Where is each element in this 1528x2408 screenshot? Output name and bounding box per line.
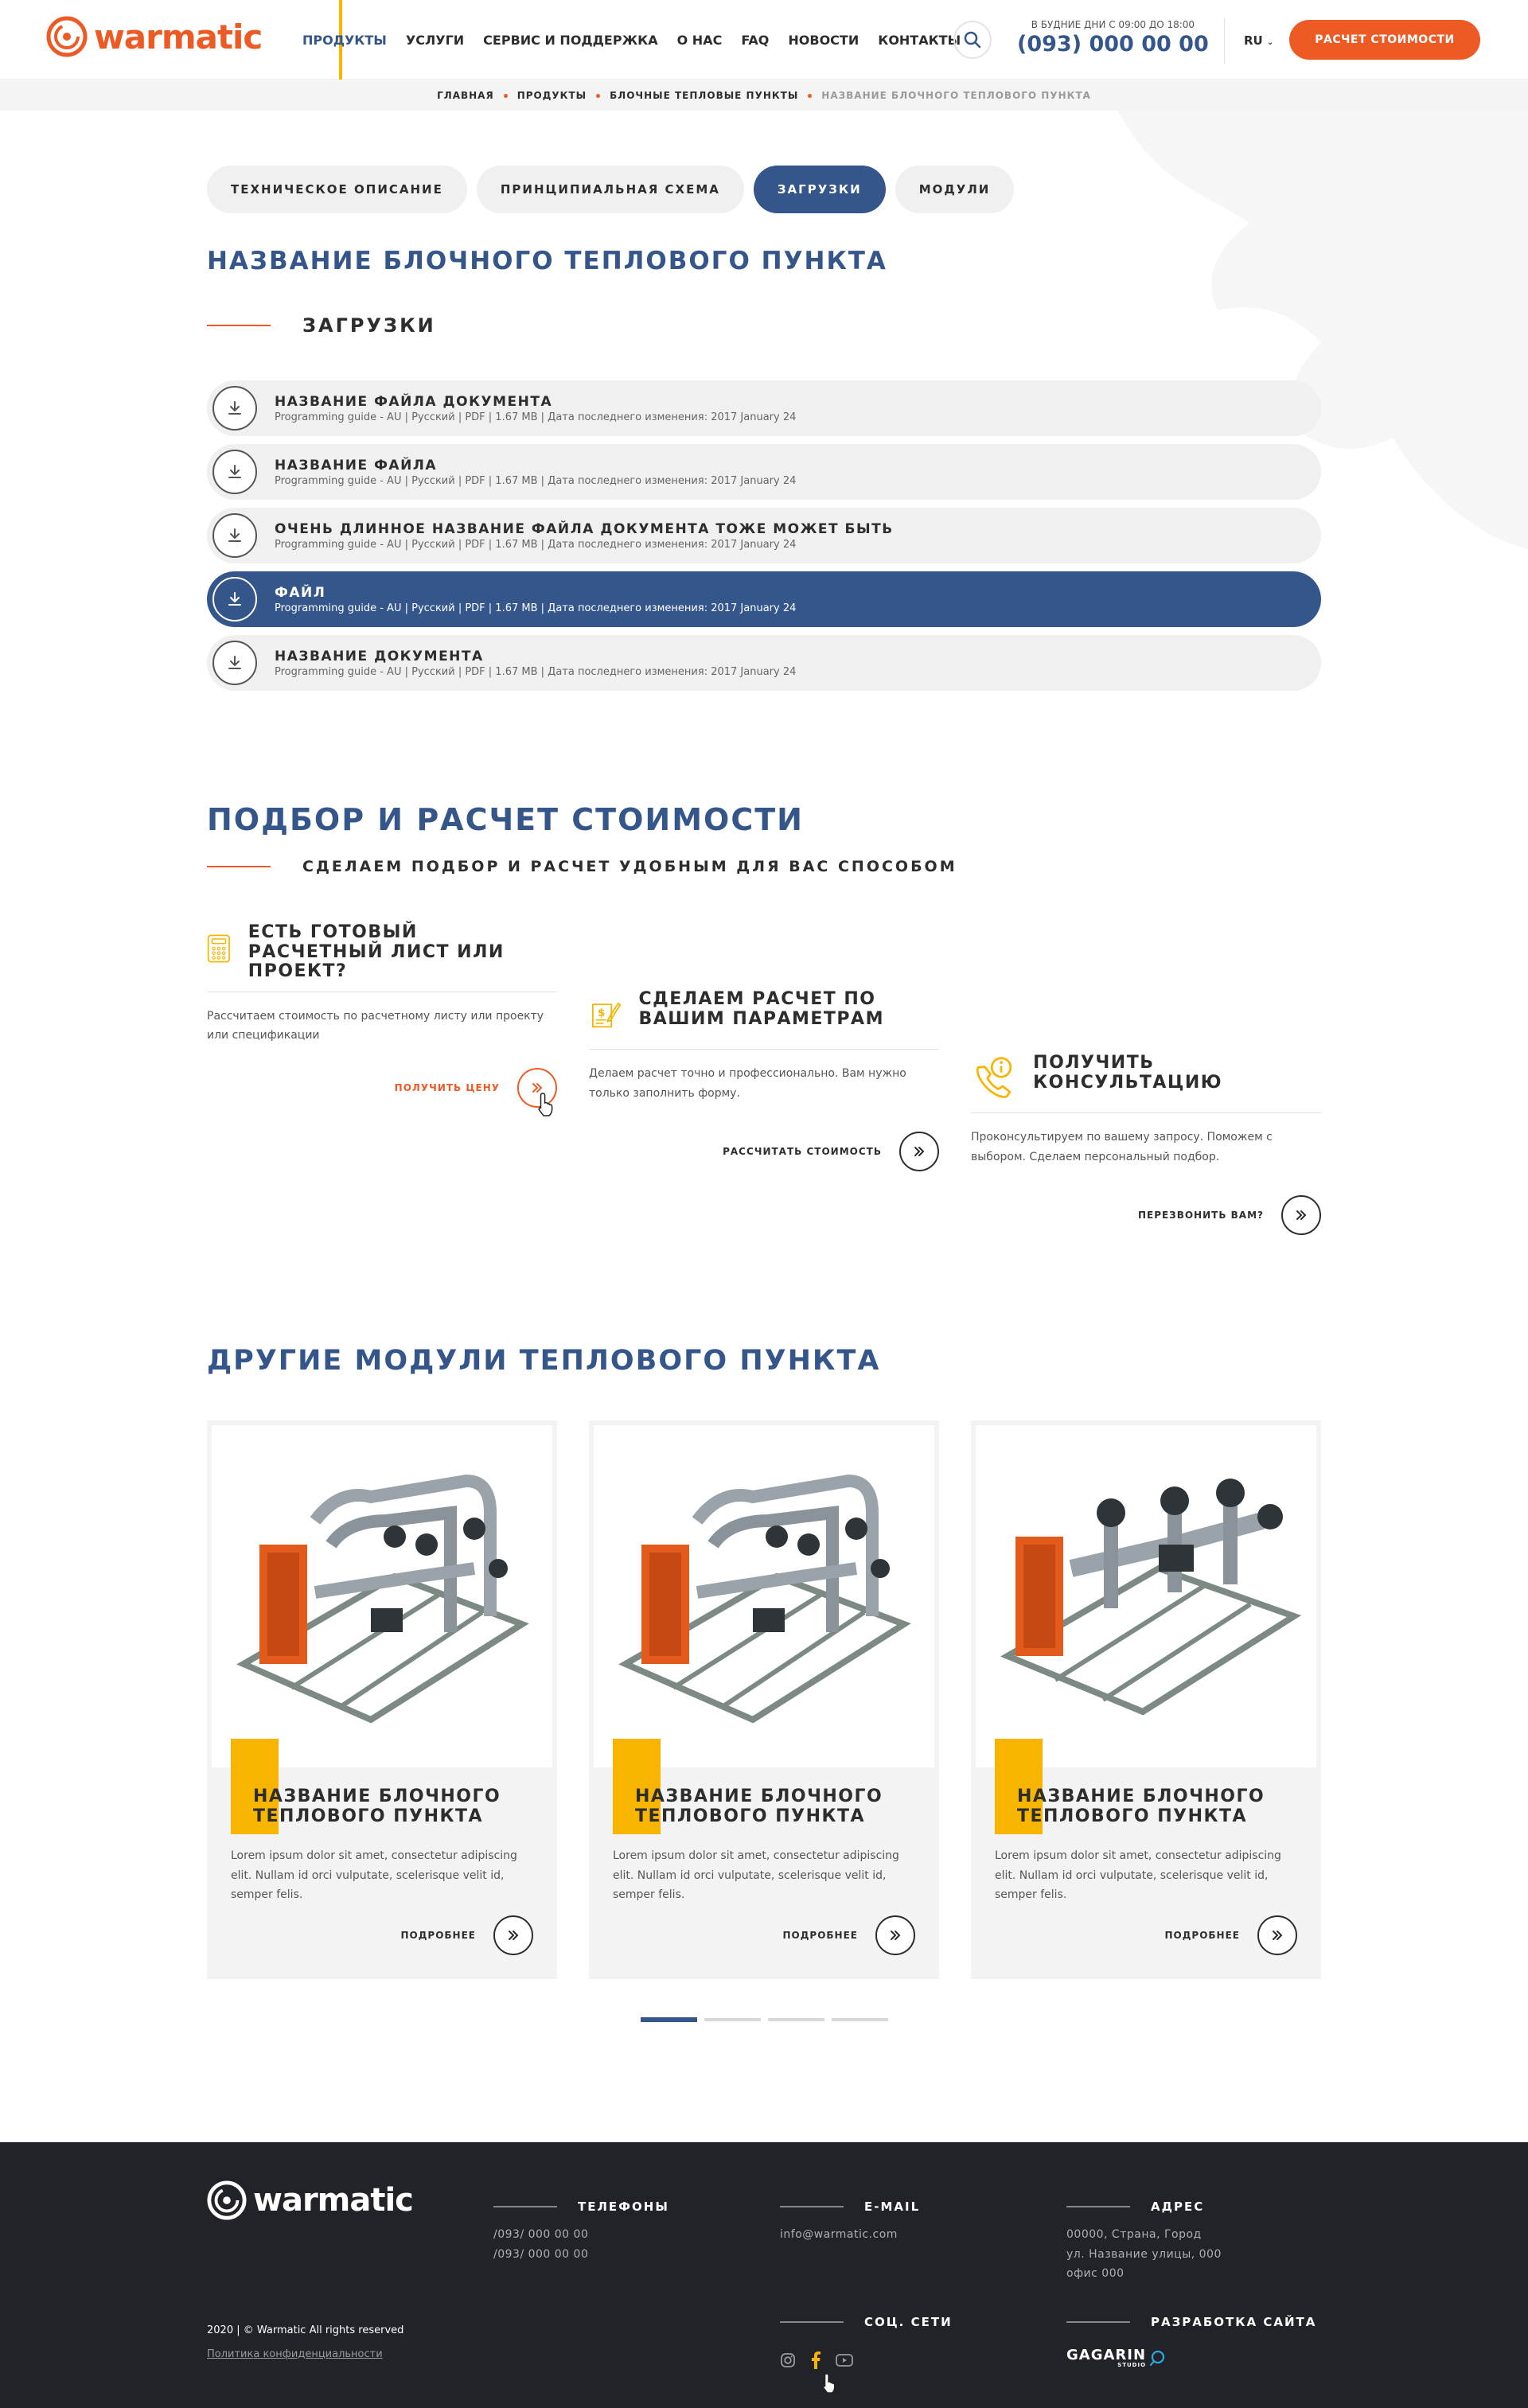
breadcrumb-separator (808, 94, 812, 98)
download-row[interactable] (207, 635, 1321, 691)
tab-downloads[interactable]: ЗАГРУЗКИ (754, 166, 886, 213)
callback-button[interactable] (1281, 1195, 1321, 1235)
heading-line (207, 866, 271, 867)
more-button[interactable] (493, 1915, 533, 1955)
download-row[interactable] (207, 380, 1321, 436)
privacy-link[interactable]: Политика конфиденциальности (207, 2348, 383, 2360)
phone-block (1017, 19, 1209, 56)
get-price-label: ПОЛУЧИТЬ ЦЕНУ (394, 1082, 500, 1093)
double-chevron-right-icon (888, 1928, 902, 1942)
pager-dot-active[interactable] (641, 2017, 697, 2022)
download-meta: Programming guide - AU | Русский | PDF | 1.67 MB | Дата последнего изменения: 2017 January 24 (275, 665, 797, 678)
heading-line (780, 2206, 844, 2207)
phones-title: ТЕЛЕФОНЫ (578, 2200, 669, 2214)
nav-item-faq[interactable]: FAQ (741, 32, 770, 48)
document-dollar-icon (589, 990, 621, 1039)
svg-text:$: $ (598, 1006, 606, 1019)
download-name: НАЗВАНИЕ ДОКУМЕНТА (275, 648, 484, 664)
pager-dot[interactable] (704, 2018, 761, 2021)
double-chevron-right-icon (1294, 1208, 1308, 1222)
tab-tech-description[interactable]: ТЕХНИЧЕСКОЕ ОПИСАНИЕ (207, 166, 467, 213)
address-line: 00000, Страна, Город (1066, 2228, 1202, 2241)
option-card-consult (971, 1053, 1321, 1221)
option-card-params (589, 989, 939, 1157)
option-title: ЕСТЬ ГОТОВЫЙ РАСЧЕТНЫЙ ЛИСТ ИЛИ ПРОЕКТ? (248, 922, 505, 982)
download-meta: Programming guide - AU | Русский | PDF | 1.67 MB | Дата последнего изменения: 2017 January 24 (275, 538, 797, 551)
downloads-heading (207, 314, 436, 337)
more-label: ПОДРОБНЕЕ (782, 1930, 858, 1941)
download-icon (212, 641, 257, 685)
footer-phones (493, 2200, 669, 2264)
selection-title: ПОДБОР И РАСЧЕТ СТОИМОСТИ (207, 802, 804, 837)
footer-developer (1066, 2315, 1316, 2368)
download-row-active[interactable] (207, 571, 1321, 627)
nav-item-contacts[interactable]: КОНТАКТЫ (878, 32, 961, 48)
facebook-icon[interactable] (810, 2352, 821, 2369)
download-row[interactable] (207, 444, 1321, 500)
module-image (976, 1425, 1316, 1767)
module-title: НАЗВАНИЕ БЛОЧНОГО ТЕПЛОВОГО ПУНКТА (253, 1787, 501, 1827)
nav-item-products[interactable]: ПРОДУКТЫ (302, 32, 387, 48)
footer-email (780, 2200, 920, 2245)
footer-address (1066, 2200, 1222, 2284)
footer-phone[interactable]: /093/ 000 00 00 (493, 2228, 589, 2241)
module-desc: Lorem ipsum dolor sit amet, consectetur adipiscing elit. Nullam id orci vulputate, scelerisque velit id, semper felis. (613, 1849, 899, 1901)
address-title: АДРЕС (1151, 2200, 1205, 2214)
module-image (212, 1425, 552, 1767)
module-desc: Lorem ipsum dolor sit amet, consectetur adipiscing elit. Nullam id orci vulputate, scelerisque velit id, semper felis. (995, 1849, 1281, 1901)
download-meta: Programming guide - AU | Русский | PDF | 1.67 MB | Дата последнего изменения: 2017 January 24 (275, 474, 797, 487)
module-card[interactable] (589, 1420, 939, 1979)
main-nav (302, 0, 980, 80)
footer-logo[interactable] (207, 2180, 413, 2220)
option-title: СДЕЛАЕМ РАСЧЕТ ПО ВАШИМ ПАРАМЕТРАМ (638, 989, 884, 1029)
site-header (0, 0, 1528, 80)
heading-line (207, 325, 271, 326)
module-more-link[interactable] (1164, 1915, 1297, 1955)
developer-title: РАЗРАБОТКА САЙТА (1151, 2315, 1317, 2329)
more-button[interactable] (1257, 1915, 1297, 1955)
instagram-icon[interactable] (780, 2352, 796, 2368)
download-meta: Programming guide - AU | Русский | PDF | 1.67 MB | Дата последнего изменения: 2017 January 24 (275, 602, 797, 614)
double-chevron-right-icon (506, 1928, 520, 1942)
downloads-list (207, 380, 1321, 699)
module-title: НАЗВАНИЕ БЛОЧНОГО ТЕПЛОВОГО ПУНКТА (1017, 1787, 1265, 1827)
breadcrumb-separator (596, 94, 600, 98)
more-label: ПОДРОБНЕЕ (400, 1930, 476, 1941)
double-chevron-right-icon (912, 1144, 926, 1159)
heading-line (780, 2321, 844, 2323)
download-meta: Programming guide - AU | Русский | PDF | 1.67 MB | Дата последнего изменения: 2017 January 24 (275, 411, 797, 423)
carousel-pager (641, 2018, 888, 2022)
module-image (594, 1425, 934, 1767)
calculate-cost-link[interactable] (723, 1132, 939, 1171)
footer-social (780, 2315, 953, 2369)
phone-hours: В БУДНИЕ ДНИ С 09:00 ДО 18:00 (1031, 19, 1195, 30)
breadcrumb-item-current: НАЗВАНИЕ БЛОЧНОГО ТЕПЛОВОГО ПУНКТА (821, 90, 1091, 101)
download-icon (212, 386, 257, 431)
hand-cursor-icon (821, 2372, 839, 2394)
phone-number[interactable]: (093) 000 00 00 (1017, 32, 1209, 56)
module-title: НАЗВАНИЕ БЛОЧНОГО ТЕПЛОВОГО ПУНКТА (635, 1787, 883, 1827)
nav-item-services[interactable]: УСЛУГИ (405, 32, 465, 48)
option-desc: Проконсультируем по вашему запросу. Поможем с выбором. Сделаем персональный подбор. (971, 1131, 1273, 1163)
gagarin-sub: STUDIO (1117, 2362, 1147, 2368)
breadcrumb-separator (504, 94, 508, 98)
more-button[interactable] (875, 1915, 915, 1955)
phone-info-icon (971, 1054, 1015, 1103)
download-row[interactable] (207, 508, 1321, 563)
calculator-icon (207, 923, 231, 974)
callback-label: ПЕРЕЗВОНИТЬ ВАМ? (1137, 1210, 1264, 1221)
logo[interactable] (46, 16, 262, 57)
search-icon (964, 31, 981, 49)
social-title: СОЦ. СЕТИ (864, 2315, 953, 2329)
rocket-icon (1149, 2349, 1167, 2367)
page-title: НАЗВАНИЕ БЛОЧНОГО ТЕПЛОВОГО ПУНКТА (207, 247, 887, 275)
modules-title: ДРУГИЕ МОДУЛИ ТЕПЛОВОГО ПУНКТА (207, 1345, 881, 1377)
pager-dot[interactable] (768, 2018, 824, 2021)
more-label: ПОДРОБНЕЕ (1164, 1930, 1240, 1941)
tab-modules[interactable]: МОДУЛИ (895, 166, 1015, 213)
logo-text: warmatic (94, 17, 263, 56)
breadcrumb (0, 80, 1528, 111)
breadcrumb-item-products[interactable]: ПРОДУКТЫ (516, 90, 587, 101)
double-chevron-right-icon (1270, 1928, 1284, 1942)
heading-line (1066, 2321, 1130, 2323)
breadcrumb-item-category[interactable]: БЛОЧНЫЕ ТЕПЛОВЫЕ ПУНКТЫ (610, 90, 799, 101)
nav-item-about[interactable]: О НАС (676, 32, 723, 48)
download-name: ОЧЕНЬ ДЛИННОЕ НАЗВАНИЕ ФАЙЛА ДОКУМЕНТА ТОЖЕ МОЖЕТ БЫТЬ (275, 520, 894, 537)
email-title: E-MAIL (864, 2200, 921, 2214)
copyright: 2020 | © Warmatic All rights reserved (207, 2324, 404, 2336)
option-card-project (207, 922, 557, 1093)
callback-link[interactable] (1138, 1195, 1321, 1235)
module-card[interactable] (207, 1420, 557, 1979)
language-selector[interactable] (1244, 33, 1273, 48)
address-line: офис 000 (1066, 2267, 1125, 2280)
heading-line (493, 2206, 557, 2207)
option-desc: Рассчитаем стоимость по расчетному листу или проекту или спецификации (207, 1009, 544, 1042)
option-title: ПОЛУЧИТЬ КОНСУЛЬТАЦИЮ (1033, 1053, 1223, 1093)
breadcrumb-item-home[interactable]: ГЛАВНАЯ (437, 90, 494, 101)
gagarin-name: GAGARIN (1066, 2347, 1147, 2363)
selection-subheading (207, 858, 957, 875)
module-more-link[interactable] (400, 1915, 533, 1955)
get-price-link[interactable] (395, 1068, 557, 1108)
address-line: ул. Название улицы, 000 (1066, 2247, 1222, 2261)
footer-email-link[interactable]: info@warmatic.com (780, 2228, 898, 2241)
footer-phone[interactable]: /093/ 000 00 00 (493, 2247, 589, 2261)
download-name: НАЗВАНИЕ ФАЙЛА ДОКУМЕНТА (275, 393, 553, 410)
footer-logo-text: warmatic (253, 2182, 413, 2219)
pager-dot[interactable] (832, 2018, 888, 2021)
header-divider (1224, 18, 1225, 64)
module-desc: Lorem ipsum dolor sit amet, consectetur adipiscing elit. Nullam id orci vulputate, scelerisque velit id, semper felis. (231, 1849, 517, 1901)
module-more-link[interactable] (782, 1915, 915, 1955)
nav-item-news[interactable]: НОВОСТИ (788, 32, 860, 48)
calculate-cost-button[interactable] (899, 1132, 939, 1171)
module-card[interactable] (971, 1420, 1321, 1979)
option-desc: Делаем расчет точно и профессионально. Вам нужно только заполнить форму. (589, 1067, 906, 1100)
download-icon (212, 513, 257, 558)
hand-cursor-icon (536, 1092, 557, 1117)
language-label: RU (1244, 33, 1263, 48)
download-icon (212, 577, 257, 621)
nav-item-support[interactable]: СЕРВИС И ПОДДЕРЖКА (483, 32, 658, 48)
selection-subtitle: СДЕЛАЕМ ПОДБОР И РАСЧЕТ УДОБНЫМ ДЛЯ ВАС СПОСОБОМ (302, 858, 957, 875)
calc-cost-button[interactable]: РАСЧЕТ СТОИМОСТИ (1289, 20, 1480, 60)
search-button[interactable] (953, 21, 992, 59)
tab-schematic[interactable]: ПРИНЦИПИАЛЬНАЯ СХЕМА (477, 166, 744, 213)
download-icon (212, 450, 257, 494)
downloads-title: ЗАГРУЗКИ (302, 314, 436, 337)
download-name: НАЗВАНИЕ ФАЙЛА (275, 457, 438, 473)
warmatic-logo-icon (46, 16, 88, 57)
gagarin-studio-logo[interactable] (1066, 2347, 1316, 2368)
chevron-down-icon: ⌄ (1266, 38, 1274, 47)
youtube-icon[interactable] (836, 2354, 853, 2367)
product-tabs (207, 166, 1014, 213)
download-name: ФАЙЛ (275, 584, 326, 601)
site-footer (0, 2142, 1528, 2408)
calculate-cost-label: РАССЧИТАТЬ СТОИМОСТЬ (723, 1146, 882, 1157)
warmatic-logo-icon (207, 2180, 247, 2220)
heading-line (1066, 2206, 1130, 2207)
